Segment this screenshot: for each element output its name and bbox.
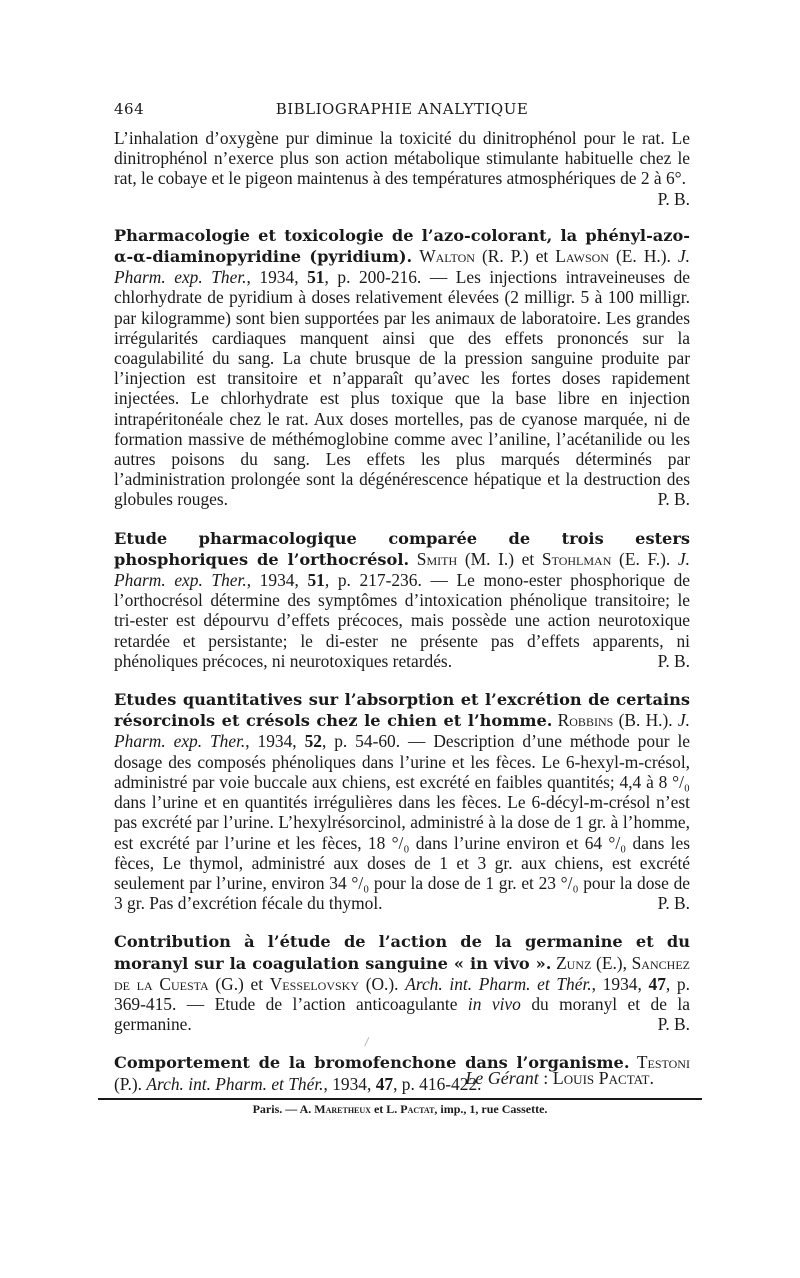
journal-name: Arch. int. Pharm. et Thér. (146, 1073, 324, 1094)
signature: P. B. (657, 893, 690, 914)
journal-pages: , p. 416-422. (393, 1073, 482, 1094)
article-title: Contribution à l’étude de l’action de la germanine et du moranyl sur la coagulation sanguine « in vivo ». (114, 932, 690, 973)
author-name: Sanchez de la Cuesta (114, 952, 690, 994)
footer-rule (98, 1098, 702, 1100)
gerant-label: Le Gérant (465, 1068, 539, 1088)
article-body (114, 128, 690, 1112)
journal-year: , 1934, (246, 267, 299, 288)
author-name: Stohlman (541, 548, 612, 569)
author-initials: (B. H.). (618, 710, 673, 731)
author-name: Vesselovsky (269, 973, 359, 994)
author-initials: (R. P.) et (482, 246, 549, 267)
author-name: Walton (419, 246, 475, 267)
abstract-text: L’inhalation d’oxygène pur diminue la toxicité du dinitrophénol pour le rat. Le dinitrophénol n’exerce plus son action métabolique stimulante habituelle chez le rat, le cobaye et le pigeon maintenus à des températures atmosphériques de 2 à 6°. (114, 128, 690, 189)
abstract-text: — Description d’une méthode pour le dosage des composés phénoliques dans l’urine et les fèces. Le 6-hexyl-m-crésol, administré par voie buccale aux chiens, est excrété en faibles quantités; 4,4 à 8 °/₀ dans l’urine et en quantités irrégulières dans les fèces. Le 6-décyl-m-crésol n’est pas excrété par l’urine. L’hexylrésorcinol, administré à la dose de 1 gr. à l’homme, est excrété par l’urine et les fèces, 18 °/₀ dans l’urine environ et 64 °/₀ dans les fèces, Le thymol, administré aux doses de 1 et 3 gr. aux chiens, est excrété seulement par l’urine, environ 34 °/₀ pour la dose de 1 gr. et 23 °/₀ pour la dose de 3 gr. Pas d’excrétion fécale du thymol. (114, 731, 691, 914)
author-initials: (E. H.). (616, 246, 671, 267)
author-initials: (G.) et (215, 973, 264, 994)
printer-imprint (98, 1102, 702, 1117)
signature: P. B. (657, 650, 690, 671)
abstract-text-italic: in vivo (467, 993, 521, 1014)
journal-name: J. Pharm. exp. Ther. (114, 548, 690, 591)
journal-name: Arch. int. Pharm. et Thér. (405, 973, 592, 994)
journal-pages: , p. 54-60. (321, 731, 401, 752)
abstract-paragraph-2 (114, 528, 690, 671)
journal-volume: 47 (648, 973, 666, 994)
author-initials: (P.). (114, 1073, 143, 1094)
imprint-text: Paris. — A. (252, 1102, 312, 1116)
journal-year: , 1934, (246, 570, 299, 591)
author-initials: (M. I.) et (464, 548, 535, 569)
abstract-text: — Le mono-ester phosphorique de l’orthocrésol détermine des symptômes d’intoxication phénolique transitoire; le tri-ester est dépourvu d’effets précoces, mais possède une action neurotoxique retardée et persistante; le di-ester ne présente pas d’effets apparents, ni phénoliques précoces, ni neurotoxiques retardés. (114, 570, 691, 671)
signature: P. B. (657, 188, 690, 209)
article-title: Etudes quantitatives sur l’absorption et l’excrétion de certains résorcinols et crésols chez le chien et l’homme. (114, 690, 690, 731)
page-number: 464 (114, 100, 145, 118)
abstract-paragraph-1 (114, 225, 690, 510)
article-title: Comportement de la bromofenchone dans l’organisme. (114, 1053, 630, 1073)
imprint-name: Maretheux (314, 1102, 371, 1116)
journal-name: J. Pharm. exp. Ther. (114, 710, 690, 752)
abstract-paragraph-4 (114, 931, 690, 1034)
author-name: Testoni (636, 1052, 690, 1073)
journal-volume: 51 (307, 267, 325, 288)
journal-pages: , p. 200-216. (324, 267, 422, 288)
abstract-text: — Etude de l’action anticoagulante (186, 993, 458, 1014)
article-title: Etude pharmacologique comparée de trois esters phosphoriques de l’orthocrésol. (114, 528, 690, 569)
abstract-paragraph-3 (114, 689, 690, 913)
author-name: Zunz (556, 952, 592, 973)
gerant-separator: : (543, 1068, 549, 1088)
imprint-name: Pactat (400, 1102, 435, 1116)
running-title: BIBLIOGRAPHIE ANALYTIQUE (275, 100, 529, 118)
gerant-line (114, 1068, 654, 1089)
journal-volume: 51 (307, 570, 325, 591)
abstract-paragraph-0 (114, 128, 690, 209)
signature: P. B. (657, 1014, 690, 1035)
journal-volume: 47 (375, 1073, 394, 1094)
author-initials: (O.). (365, 973, 399, 994)
author-initials: (E.), (596, 952, 627, 973)
abstract-text: du moranyl et de la germanine. (114, 993, 690, 1035)
imprint-text: , imp., 1, rue Cassette. (434, 1102, 548, 1116)
journal-volume: 52 (304, 731, 322, 752)
journal-year: , 1934, (591, 973, 642, 994)
article-title: Pharmacologie et toxicologie de l’azo-colorant, la phényl-azo-α-α-diaminopyridine (pyridium). (114, 225, 690, 267)
journal-pages: , p. 217-236. (324, 570, 422, 591)
journal-name: J. Pharm. exp. Ther. (114, 246, 690, 288)
journal-year: , 1934, (245, 731, 297, 752)
gerant-name: Louis Pactat. (552, 1068, 654, 1088)
journal-year: , 1934, (323, 1073, 372, 1094)
author-initials: (E. F.). (619, 548, 671, 569)
abstract-text: — Les injections intraveineuses de chlorhydrate de pyridium à doses relativement élevées (2 milligr. 5 à 100 milligr. par kilogramme) sont bien supportées par les animaux de laboratoire. Les grandes irrégularités cardiaques manquent ainsi que des effets prononcés sur la coagulabilité du sang. La chute brusque de la pression sanguine produite par l’injection est transitoire et n’apparaît qu’avec les fortes doses rapidement injectées. Le chlorhydrate est plus toxique que la base libre en injection intrapéritonéale chez le rat. Aux doses mortelles, pas de cyanose marquée, ni de formation massive de méthémoglobine comme avec l’aniline, l’acétanilide ou les autres poisons du sang. Les effets les plus marqués déterminés par l’administration prolongée sont la dégénérescence hépatique et la destruction des globules rouges. (114, 267, 690, 510)
imprint-text: et L. (373, 1102, 398, 1116)
author-name: Lawson (555, 246, 609, 267)
author-name: Robbins (557, 710, 614, 731)
author-name: Smith (416, 548, 458, 569)
journal-pages: , p. 369-415. (114, 973, 690, 1014)
page-header (114, 100, 690, 122)
signature: P. B. (657, 489, 690, 510)
